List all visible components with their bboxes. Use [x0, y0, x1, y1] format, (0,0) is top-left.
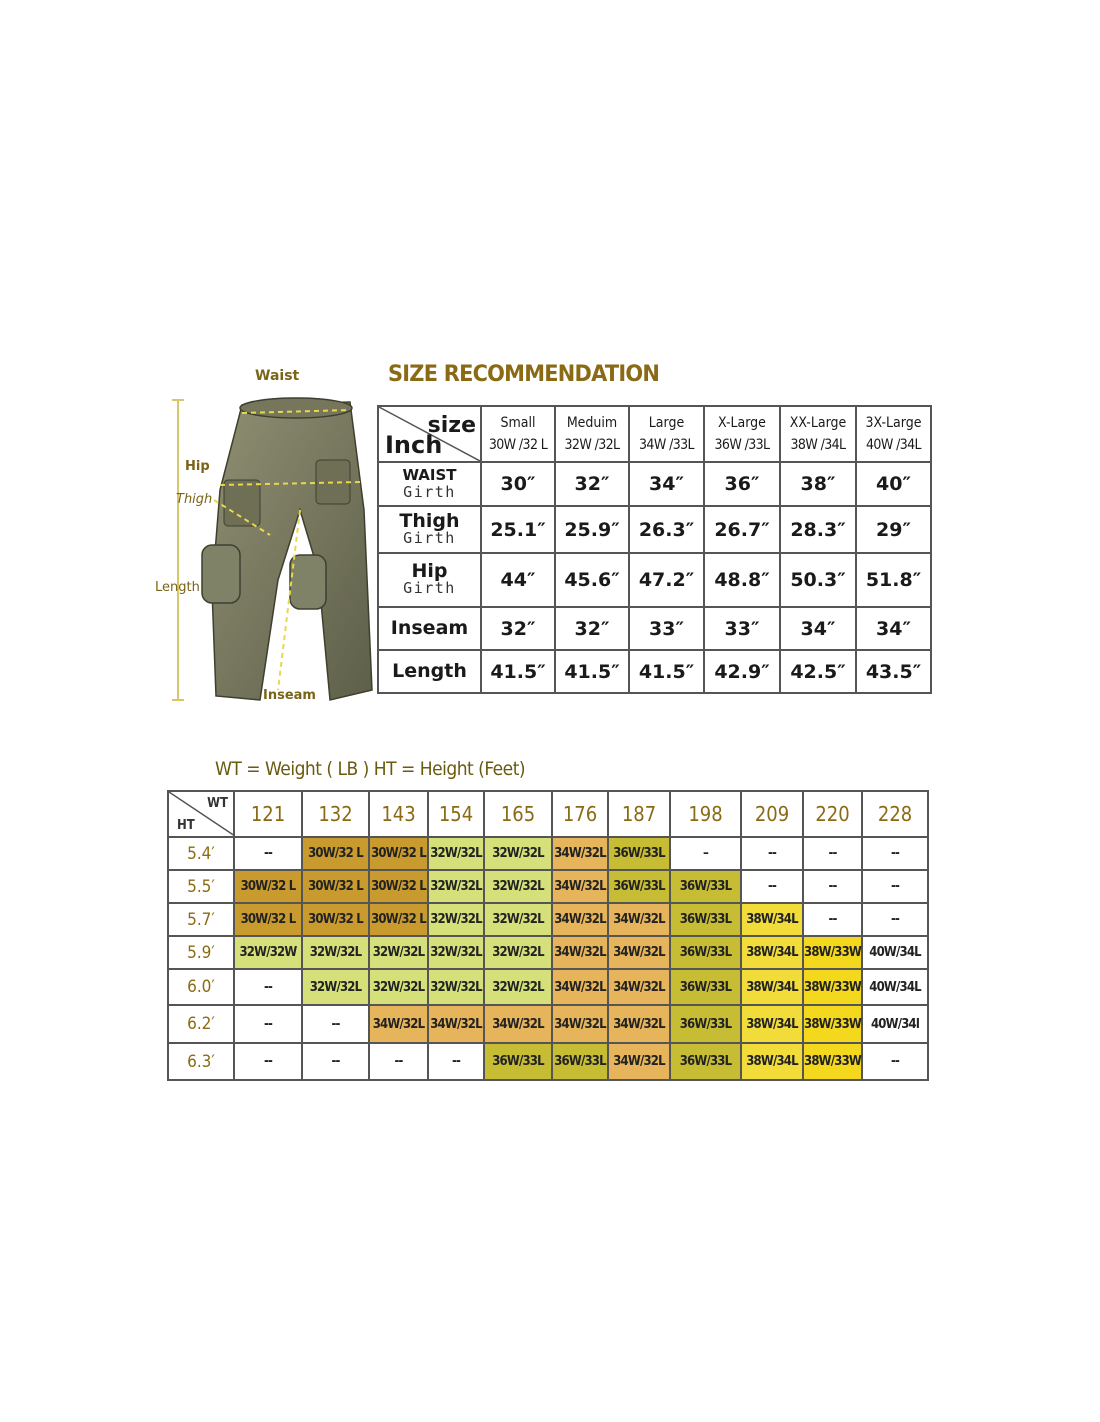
hip-label: Hip	[185, 459, 210, 474]
measure-value: 41.5″	[481, 650, 555, 693]
size-recommendation-cell: 36W/33L	[670, 903, 741, 936]
size-column-small	[481, 406, 555, 462]
size-recommendation-cell: --	[302, 1005, 369, 1043]
size-recommendation-cell: 36W/33L	[608, 870, 670, 903]
measure-value: 34″	[780, 607, 856, 650]
size-recommendation-cell: 36W/33L	[552, 1043, 608, 1080]
size-recommendation-cell: 32W/32L	[484, 837, 552, 870]
size-recommendation-cell: 32W/32L	[369, 969, 428, 1005]
size-recommendation-cell: 38W/34L	[741, 903, 803, 936]
size-recommendation-cell: 34W/32L	[484, 1005, 552, 1043]
hip-row-label	[378, 553, 481, 607]
size-recommendation-cell: 34W/32L	[428, 1005, 484, 1043]
measure-sub: Girth	[403, 528, 456, 547]
weight-height-legend: WT = Weight ( LB ) HT = Height (Feet)	[215, 758, 526, 780]
size-recommendation-cell: 38W/34L	[741, 969, 803, 1005]
measure-value: 44″	[481, 553, 555, 607]
measure-value: 33″	[704, 607, 780, 650]
size-recommendation-cell: --	[741, 870, 803, 903]
measure-value: 32″	[555, 607, 629, 650]
corner-inch-label: Inch	[385, 431, 443, 459]
size-recommendation-cell: 30W/32 L	[302, 870, 369, 903]
height-row	[168, 969, 928, 1005]
size-recommendation-cell: 32W/32W	[234, 936, 302, 969]
weight-header-cell: 187	[608, 791, 670, 837]
size-recommendation-cell: --	[302, 1043, 369, 1080]
measure-value: 33″	[629, 607, 704, 650]
weight-height-table	[167, 790, 929, 1081]
size-recommendation-cell: 32W/32L	[428, 903, 484, 936]
weight-header-cell: 198	[670, 791, 741, 837]
size-name: Small	[500, 415, 536, 431]
weight-header-cell: 228	[862, 791, 928, 837]
measure-value: 48.8″	[704, 553, 780, 607]
weight-header-cell: 143	[369, 791, 428, 837]
size-recommendation-cell: 40W/34L	[862, 936, 928, 969]
size-name: 3X-Large	[865, 415, 922, 431]
height-row	[168, 870, 928, 903]
size-recommendation-cell: 38W/33W	[803, 1005, 862, 1043]
measure-value: 34″	[856, 607, 931, 650]
measure-value: 25.1″	[481, 506, 555, 553]
weight-header-cell: 176	[552, 791, 608, 837]
size-column-medium	[555, 406, 629, 462]
corner-ht-label: HT	[177, 818, 195, 833]
size-recommendation-cell: 34W/32L	[552, 837, 608, 870]
measure-value: 42.9″	[704, 650, 780, 693]
measure-value: 45.6″	[555, 553, 629, 607]
size-table-corner	[378, 406, 481, 462]
measure-name: Length	[392, 660, 467, 682]
size-name: Large	[648, 415, 685, 431]
size-column-xx-large	[780, 406, 856, 462]
size-recommendation-cell: --	[862, 870, 928, 903]
measure-value: 28.3″	[780, 506, 856, 553]
size-recommendation-cell: 36W/33L	[670, 1043, 741, 1080]
measure-value: 32″	[555, 462, 629, 506]
size-recommendation-cell: 36W/33L	[670, 1005, 741, 1043]
measure-value: 43.5″	[856, 650, 931, 693]
height-row	[168, 1005, 928, 1043]
measure-value: 25.9″	[555, 506, 629, 553]
measure-value: 40″	[856, 462, 931, 506]
size-recommendation-cell: 32W/32L	[484, 870, 552, 903]
measure-value: 50.3″	[780, 553, 856, 607]
size-recommendation-cell: 32W/32L	[484, 936, 552, 969]
size-recommendation-cell: 30W/32 L	[234, 903, 302, 936]
measure-value: 38″	[780, 462, 856, 506]
measure-value: 41.5″	[629, 650, 704, 693]
size-recommendation-cell: 36W/33L	[670, 936, 741, 969]
inseam-label: Inseam	[263, 688, 316, 703]
measure-value: 29″	[856, 506, 931, 553]
size-recommendation-cell: --	[803, 870, 862, 903]
measure-sub: Girth	[403, 579, 456, 597]
size-code: 34W /33L	[639, 437, 694, 453]
height-header-cell: 5.7′	[168, 903, 234, 936]
size-recommendation-cell: 38W/33W	[803, 969, 862, 1005]
size-recommendation-cell: 36W/33L	[670, 870, 741, 903]
size-recommendation-cell: 32W/32L	[428, 936, 484, 969]
size-recommendation-cell: 34W/32L	[608, 1005, 670, 1043]
size-recommendation-cell: 38W/33W	[803, 936, 862, 969]
inseam-row	[378, 607, 931, 650]
size-header-row	[378, 406, 931, 462]
size-code: 30W /32 L	[488, 437, 548, 453]
length-row-label	[378, 650, 481, 693]
size-recommendation-cell: 34W/32L	[608, 1043, 670, 1080]
length-label: Length	[155, 580, 200, 595]
size-recommendation-cell: 38W/34L	[741, 936, 803, 969]
size-recommendation-cell: 34W/32L	[552, 936, 608, 969]
size-recommendation-cell: --	[803, 903, 862, 936]
length-row	[378, 650, 931, 693]
size-recommendation-cell: 34W/32L	[608, 969, 670, 1005]
measure-value: 42.5″	[780, 650, 856, 693]
size-recommendation-cell: 30W/32 L	[369, 870, 428, 903]
measure-value: 26.7″	[704, 506, 780, 553]
weight-header-cell: 154	[428, 791, 484, 837]
size-recommendation-cell: --	[862, 903, 928, 936]
weight-header-row	[168, 791, 928, 837]
pants-illustration	[150, 360, 378, 710]
height-header-cell: 6.2′	[168, 1005, 234, 1043]
size-column-3x-large	[856, 406, 931, 462]
measure-value: 36″	[704, 462, 780, 506]
size-recommendation-title: SIZE RECOMMENDATION	[388, 362, 660, 387]
size-recommendation-cell: 34W/32L	[552, 969, 608, 1005]
size-recommendation-cell: 34W/32L	[369, 1005, 428, 1043]
size-code: 38W /34L	[790, 437, 846, 453]
weight-header-cell: 132	[302, 791, 369, 837]
thigh-row	[378, 506, 931, 553]
measure-value: 26.3″	[629, 506, 704, 553]
size-recommendation-cell: 32W/32L	[484, 903, 552, 936]
corner-size-label: size	[427, 413, 476, 438]
height-header-cell: 5.4′	[168, 837, 234, 870]
measure-name: Hip	[411, 560, 448, 582]
size-recommendation-cell: --	[234, 969, 302, 1005]
measure-value: 32″	[481, 607, 555, 650]
size-recommendation-cell: 38W/34L	[741, 1043, 803, 1080]
size-recommendation-cell: –	[670, 837, 741, 870]
weight-header-cell: 121	[234, 791, 302, 837]
measure-name: Inseam	[390, 617, 469, 639]
size-recommendation-cell: --	[234, 837, 302, 870]
height-header-cell: 5.5′	[168, 870, 234, 903]
size-recommendation-cell: 30W/32 L	[234, 870, 302, 903]
measure-value: 47.2″	[629, 553, 704, 607]
size-recommendation-cell: --	[234, 1005, 302, 1043]
size-recommendation-cell: 34W/32L	[608, 903, 670, 936]
size-code: 40W /34L	[866, 437, 921, 453]
size-name: XX-Large	[789, 415, 847, 431]
size-name: Meduim	[566, 415, 618, 431]
weight-height-corner	[168, 791, 234, 837]
size-recommendation-cell: --	[741, 837, 803, 870]
size-recommendation-cell: 32W/32L	[369, 936, 428, 969]
measure-sub: Girth	[403, 483, 456, 501]
size-recommendation-cell: --	[803, 837, 862, 870]
waist-row	[378, 462, 931, 506]
weight-header-cell: 165	[484, 791, 552, 837]
size-recommendation-cell: 32W/32L	[428, 837, 484, 870]
height-row	[168, 903, 928, 936]
height-row	[168, 837, 928, 870]
size-recommendation-cell: 30W/32 L	[369, 837, 428, 870]
corner-wt-label: WT	[207, 796, 228, 811]
size-recommendation-cell: --	[234, 1043, 302, 1080]
size-recommendation-cell: 32W/32L	[428, 969, 484, 1005]
measure-value: 30″	[481, 462, 555, 506]
measure-value: 51.8″	[856, 553, 931, 607]
size-recommendation-cell: 32W/32L	[484, 969, 552, 1005]
size-recommendation-cell: 38W/33W	[803, 1043, 862, 1080]
size-recommendation-cell: 32W/32L	[428, 870, 484, 903]
size-recommendation-cell: 34W/32L	[552, 1005, 608, 1043]
size-column-x-large	[704, 406, 780, 462]
size-recommendation-cell: 30W/32 L	[302, 903, 369, 936]
size-recommendation-cell: 32W/32L	[302, 969, 369, 1005]
size-recommendation-cell: --	[428, 1043, 484, 1080]
size-recommendation-cell: --	[862, 1043, 928, 1080]
size-recommendation-cell: 38W/34L	[741, 1005, 803, 1043]
weight-header-cell: 209	[741, 791, 803, 837]
size-recommendation-cell: 34W/32L	[552, 870, 608, 903]
height-row	[168, 1043, 928, 1080]
size-column-large	[629, 406, 704, 462]
height-header-cell: 5.9′	[168, 936, 234, 969]
size-recommendation-cell: 34W/32L	[552, 903, 608, 936]
measure-name: Thigh	[399, 509, 460, 532]
size-recommendation-cell: 30W/32 L	[369, 903, 428, 936]
size-name: X-Large	[718, 415, 766, 431]
size-recommendation-cell: 40W/34L	[862, 969, 928, 1005]
height-row	[168, 936, 928, 969]
size-code: 32W /32L	[564, 437, 620, 453]
waist-row-label	[378, 462, 481, 506]
thigh-label: Thigh	[176, 492, 213, 507]
inseam-row-label	[378, 607, 481, 650]
size-recommendation-cell: --	[369, 1043, 428, 1080]
size-recommendation-cell: 40W/34l	[862, 1005, 928, 1043]
size-code: 36W /33L	[714, 437, 770, 453]
size-recommendation-cell: 36W/33L	[608, 837, 670, 870]
height-header-cell: 6.3′	[168, 1043, 234, 1080]
size-recommendation-cell: 36W/33L	[484, 1043, 552, 1080]
thigh-row-label	[378, 506, 481, 553]
size-recommendation-cell: 36W/33L	[670, 969, 741, 1005]
measure-value: 41.5″	[555, 650, 629, 693]
size-recommendation-cell: 34W/32L	[608, 936, 670, 969]
size-recommendation-cell: 30W/32 L	[302, 837, 369, 870]
height-header-cell: 6.0′	[168, 969, 234, 1005]
size-recommendation-cell: --	[862, 837, 928, 870]
measure-name: WAIST	[402, 466, 457, 484]
hip-row	[378, 553, 931, 607]
size-table	[377, 405, 932, 694]
waist-label: Waist	[255, 368, 300, 384]
weight-header-cell: 220	[803, 791, 862, 837]
measure-value: 34″	[629, 462, 704, 506]
size-recommendation-cell: 32W/32L	[302, 936, 369, 969]
